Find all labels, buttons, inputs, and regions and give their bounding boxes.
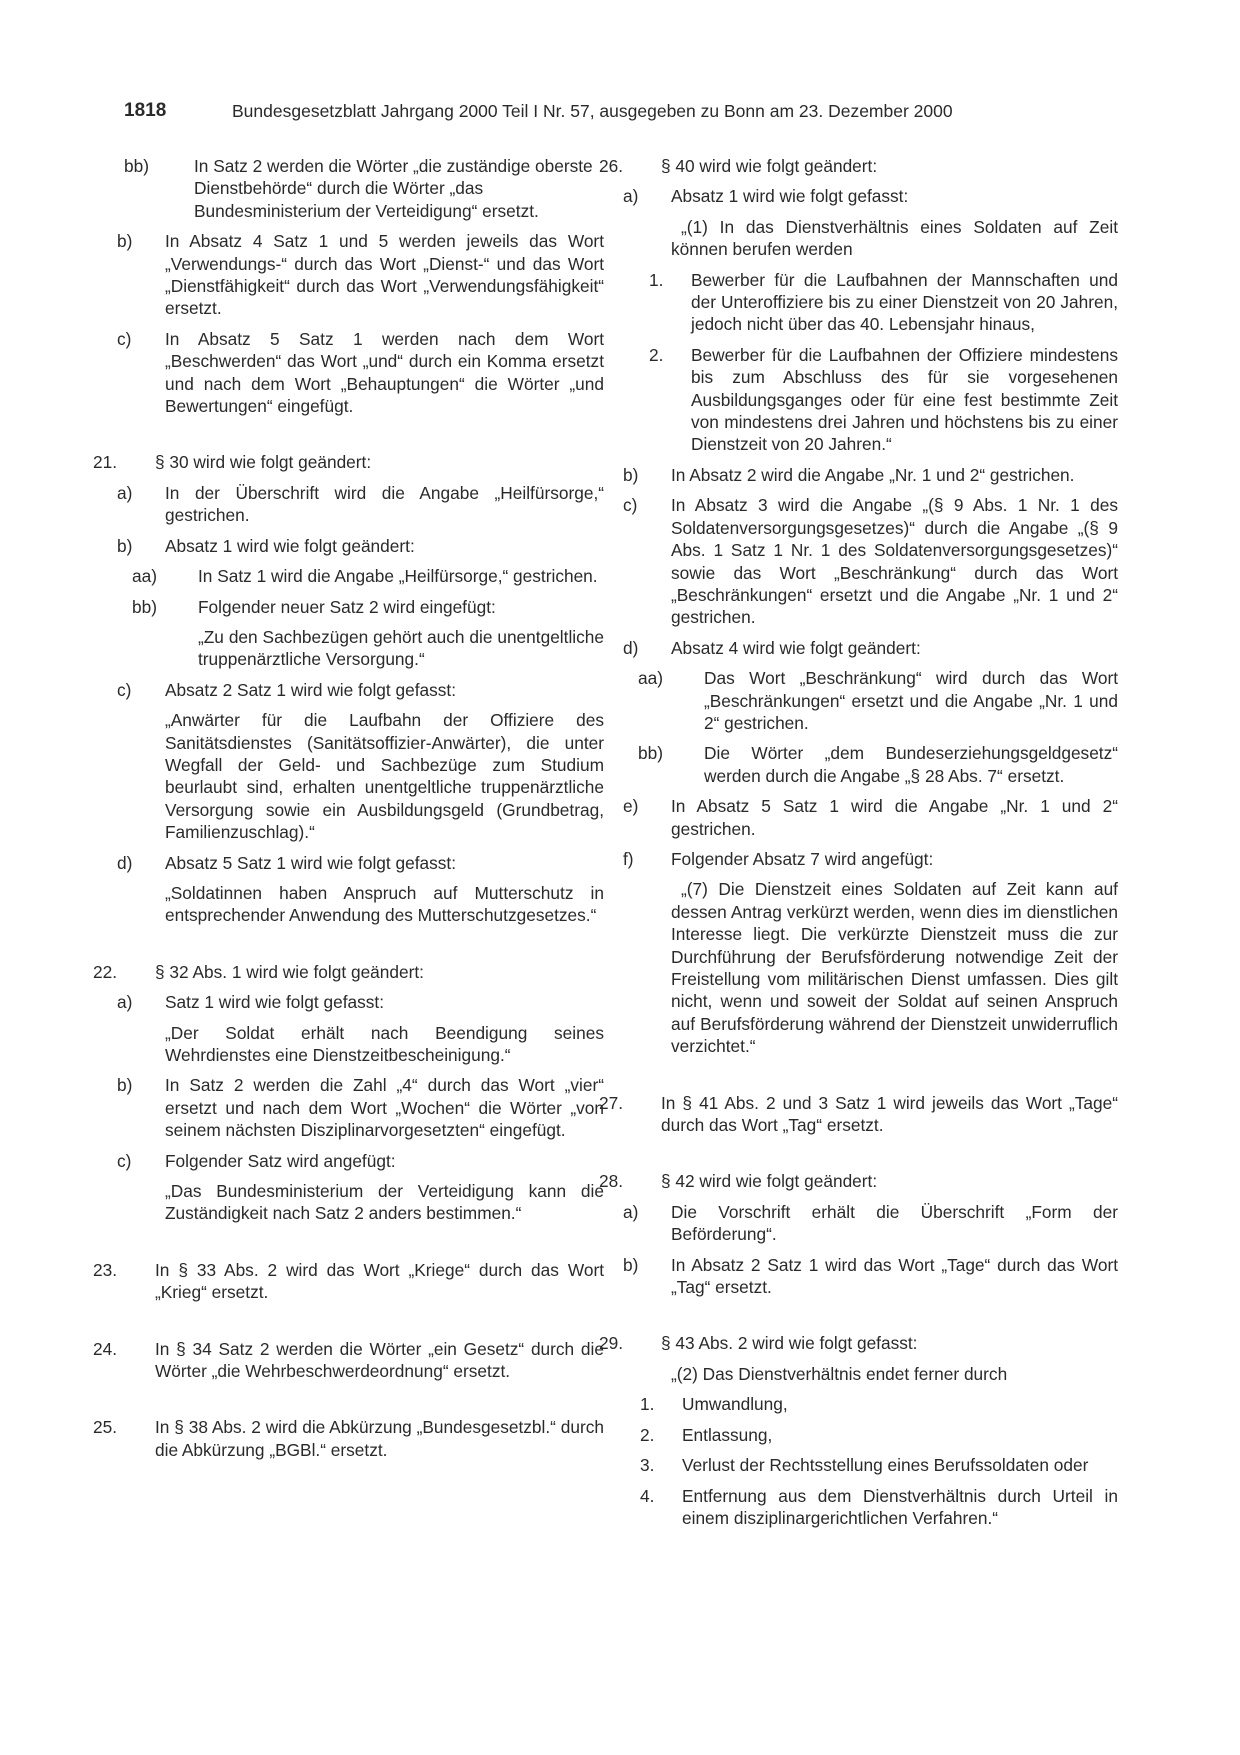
right-column <box>599 155 1118 1529</box>
section-25: 25. In § 38 Abs. 2 wird die Abkürzung „Bundesgesetzbl.“ durch die Abkürzung „BGBl.“ ersetzt. <box>93 1417 604 1460</box>
list-item: 2. Bewerber für die Laufbahnen der Offiziere mindestens bis zum Abschluss des für sie vorgesehenen Ausbildungsganges oder für eine fest bestimmte Zeit von mindestens drei Jahren und höchstens bis zu einer Dienstzeit von 20 Jahren.“ <box>649 344 1118 455</box>
list-item: 2. Entlassung, <box>640 1424 773 1445</box>
section-21: 21. § 30 wird wie folgt geändert: <box>93 452 372 473</box>
list-item: bb) In Satz 2 werden die Wörter „die zuständige oberste Dienstbehörde“ durch die Wörter „das Bundesministerium der Verteidigung“ ersetzt. <box>124 156 593 221</box>
page-number: 1818 <box>124 100 167 121</box>
list-item: b) In Absatz 2 Satz 1 wird das Wort „Tage“ durch das Wort „Tag“ ersetzt. <box>623 1254 1118 1298</box>
list-item: 3. Verlust der Rechtsstellung eines Berufssoldaten oder <box>640 1455 1089 1476</box>
list-item: c) Folgender Satz wird angefügt: <box>117 1150 396 1171</box>
list-item: c) Absatz 2 Satz 1 wird wie folgt gefasst: <box>117 679 457 700</box>
quote-text: „(1) In das Dienstverhältnis eines Soldaten auf Zeit können berufen werden <box>671 216 1118 260</box>
list-item: c) In Absatz 5 Satz 1 werden nach dem Wort „Beschwerden“ das Wort „und“ durch ein Komma ersetzt und nach dem Wort „Behauptungen“ die Wörter „und Bewertungen“ eingefügt. <box>117 328 604 417</box>
quote-text: „Das Bundesministerium der Verteidigung kann die Zuständigkeit nach Satz 2 anders bestimmen.“ <box>165 1181 604 1224</box>
section-23: 23. In § 33 Abs. 2 wird das Wort „Kriege“ durch das Wort „Krieg“ ersetzt. <box>93 1259 604 1303</box>
list-item: a) In der Überschrift wird die Angabe „Heilfürsorge,“ gestrichen. <box>117 482 604 526</box>
list-item: a) Die Vorschrift erhält die Überschrift „Form der Beförderung“. <box>623 1201 1118 1245</box>
list-item: a) Absatz 1 wird wie folgt gefasst: <box>623 186 909 207</box>
list-item: d) Absatz 4 wird wie folgt geändert: <box>623 637 921 658</box>
quote-text: „Anwärter für die Laufbahn der Offiziere des Sanitätsdienstes (Sanitätsoffizier-Anwärter), die unter Wegfall der Geld- und Sachbezüge zum Studium beurlaubt sind, erhalten unentgeltliche truppenärztliche Versorgung sowie ein Ausbildungsgeld (Grundbetrag, Familienzuschlag).“ <box>165 710 604 843</box>
list-item: 4. Entfernung aus dem Dienstverhältnis durch Urteil in einem disziplinargerichtlichen Verfahren.“ <box>640 1485 1118 1528</box>
quote-text: „Soldatinnen haben Anspruch auf Mutterschutz in entsprechender Anwendung des Mutterschutzgesetzes.“ <box>165 882 604 926</box>
list-item: bb) Folgender neuer Satz 2 wird eingefügt: <box>132 596 496 617</box>
section-28: 28. § 42 wird wie folgt geändert: <box>599 1171 878 1192</box>
page-header <box>124 100 1118 126</box>
list-item: e) In Absatz 5 Satz 1 wird die Angabe „Nr. 1 und 2“ gestrichen. <box>623 796 1118 839</box>
list-item: 1. Umwandlung, <box>640 1394 788 1415</box>
list-item: f) Folgender Absatz 7 wird angefügt: <box>623 848 934 869</box>
list-item: b) Absatz 1 wird wie folgt geändert: <box>117 535 415 556</box>
list-item: b) In Absatz 4 Satz 1 und 5 werden jeweils das Wort „Verwendungs-“ durch das Wort „Dienst-“ und das Wort „Dienstfähigkeit“ durch das Wort „Verwendungsfähigkeit“ ersetzt. <box>117 231 604 319</box>
quote-text: „Zu den Sachbezügen gehört auch die unentgeltliche truppenärztliche Versorgung.“ <box>198 626 604 670</box>
list-item: aa) Das Wort „Beschränkung“ wird durch das Wort „Beschränkungen“ ersetzt und die Angabe „Nr. 1 und 2“ gestrichen. <box>638 668 1118 733</box>
quote-text: „Der Soldat erhält nach Beendigung seines Wehrdienstes eine Dienstzeitbescheinigung.“ <box>165 1022 604 1065</box>
quote-text: „(2) Das Dienstverhältnis endet ferner durch <box>671 1363 1008 1384</box>
list-item: d) Absatz 5 Satz 1 wird wie folgt gefasst: <box>117 852 457 873</box>
left-column <box>93 155 604 1461</box>
list-item: aa) In Satz 1 wird die Angabe „Heilfürsorge,“ gestrichen. <box>132 566 598 587</box>
list-item: 1. Bewerber für die Laufbahnen der Mannschaften und der Unteroffiziere bis zu einer Dienstzeit von 20 Jahren, jedoch nicht über das 40. Lebensjahr hinaus, <box>649 269 1118 335</box>
section-27: 27. In § 41 Abs. 2 und 3 Satz 1 wird jeweils das Wort „Tage“ durch das Wort „Tag“ ersetzt. <box>599 1092 1118 1136</box>
section-24: 24. In § 34 Satz 2 werden die Wörter „ein Gesetz“ durch die Wörter „die Wehrbeschwerdeordnung“ ersetzt. <box>93 1338 604 1382</box>
list-item: a) Satz 1 wird wie folgt gefasst: <box>117 992 384 1013</box>
quote-text: „(7) Die Dienstzeit eines Soldaten auf Zeit kann auf dessen Antrag verkürzt werden, wenn dies im dienstlichen Interesse liegt. Die verkürzte Dienstzeit muss die zur Durchführung der Berufsförderung notwendige Zeit der Freistellung vom militärischen Dienst umfassen. Dies gilt nicht, wenn und soweit der Soldat auf seinen Anspruch auf Berufsförderung während der Dienstzeit unwiderruflich verzichtet.“ <box>671 879 1118 1057</box>
list-item: c) In Absatz 3 wird die Angabe „(§ 9 Abs. 1 Nr. 1 des Soldatenversorgungsgesetzes)“ durch die Angabe „(§ 9 Abs. 1 Satz 1 Nr. 1 des Soldatenversorgungsgesetzes)“ sowie das Wort „Beschränkung“ durch das Wort „Beschränkungen“ ersetzt und die Angabe „Nr. 1 und 2“ gestrichen. <box>623 495 1118 628</box>
section-29: 29. § 43 Abs. 2 wird wie folgt gefasst: <box>599 1333 918 1354</box>
section-22: 22. § 32 Abs. 1 wird wie folgt geändert: <box>93 961 424 982</box>
section-26: 26. § 40 wird wie folgt geändert: <box>599 156 878 176</box>
list-item: b) In Absatz 2 wird die Angabe „Nr. 1 und 2“ gestrichen. <box>623 464 1075 485</box>
running-header: Bundesgesetzblatt Jahrgang 2000 Teil I Nr. 57, ausgegeben zu Bonn am 23. Dezember 2000 <box>232 101 953 121</box>
list-item: bb) Die Wörter „dem Bundeserziehungsgeldgesetz“ werden durch die Angabe „§ 28 Abs. 7“ ersetzt. <box>638 743 1118 786</box>
list-item: b) In Satz 2 werden die Zahl „4“ durch das Wort „vier“ ersetzt und nach dem Wort „Wochen“ die Wörter „von seinem nächsten Disziplinarvorgesetzten“ eingefügt. <box>117 1075 604 1141</box>
